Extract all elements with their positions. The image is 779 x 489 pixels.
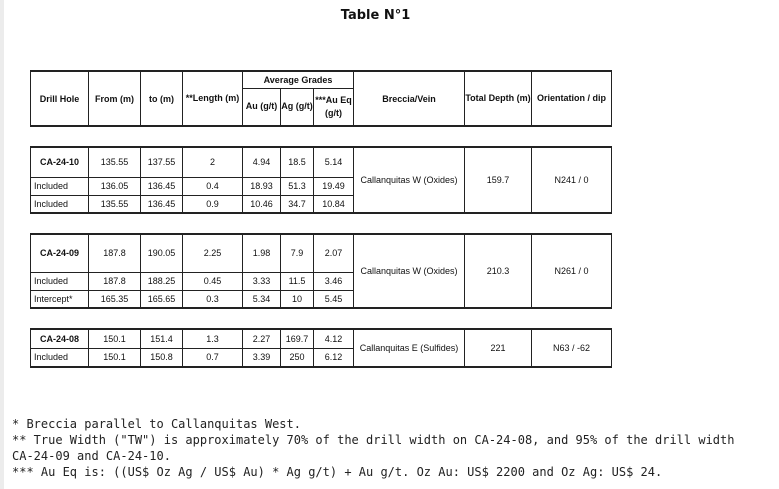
au-cell: 2.27 xyxy=(243,329,281,348)
drill-hole-cell: CA-24-09 xyxy=(31,234,89,272)
length-cell: 0.45 xyxy=(183,272,243,290)
header-from: From (m) xyxy=(89,71,141,126)
ag-cell: 169.7 xyxy=(281,329,314,348)
au-cell: 4.94 xyxy=(243,147,281,177)
au-cell: 18.93 xyxy=(243,177,281,195)
length-cell: 2 xyxy=(183,147,243,177)
from-cell: 135.55 xyxy=(89,147,141,177)
orientation-cell: N241 / 0 xyxy=(532,147,612,213)
au-cell: 3.33 xyxy=(243,272,281,290)
au-cell: 1.98 xyxy=(243,234,281,272)
ag-cell: 10 xyxy=(281,290,314,308)
au-eq-cell: 5.14 xyxy=(314,147,354,177)
to-cell: 136.45 xyxy=(141,195,183,213)
length-cell: 0.9 xyxy=(183,195,243,213)
ag-cell: 51.3 xyxy=(281,177,314,195)
au-cell: 3.39 xyxy=(243,348,281,367)
footnote-true-width: ** True Width ("TW") is approximately 70% of the drill width on CA-24-08, and 95% of the drill width CA-24-09 and CA-24-10. xyxy=(12,433,735,463)
length-cell: 1.3 xyxy=(183,329,243,348)
breccia-vein-cell: Callanquitas E (Sulfides) xyxy=(354,329,465,367)
au-eq-cell: 6.12 xyxy=(314,348,354,367)
ag-cell: 250 xyxy=(281,348,314,367)
au-eq-cell: 10.84 xyxy=(314,195,354,213)
from-cell: 150.1 xyxy=(89,329,141,348)
header-drill-hole: Drill Hole xyxy=(31,71,89,126)
length-cell: 2.25 xyxy=(183,234,243,272)
length-cell: 0.4 xyxy=(183,177,243,195)
ag-cell: 34.7 xyxy=(281,195,314,213)
au-eq-cell: 19.49 xyxy=(314,177,354,195)
drill-hole-cell: Intercept* xyxy=(31,290,89,308)
header-average-grades: Average Grades xyxy=(243,71,354,88)
drill-hole-cell: Included xyxy=(31,348,89,367)
drill-hole-cell: Included xyxy=(31,195,89,213)
to-cell: 190.05 xyxy=(141,234,183,272)
orientation-cell: N63 / -62 xyxy=(532,329,612,367)
to-cell: 137.55 xyxy=(141,147,183,177)
from-cell: 187.8 xyxy=(89,272,141,290)
ag-cell: 11.5 xyxy=(281,272,314,290)
table-title: Table N°1 xyxy=(340,8,411,23)
drill-hole-cell: CA-24-10 xyxy=(31,147,89,177)
from-cell: 136.05 xyxy=(89,177,141,195)
to-cell: 188.25 xyxy=(141,272,183,290)
length-cell: 0.3 xyxy=(183,290,243,308)
from-cell: 187.8 xyxy=(89,234,141,272)
au-eq-cell: 5.45 xyxy=(314,290,354,308)
breccia-vein-cell: Callanquitas W (Oxides) xyxy=(354,234,465,308)
header-to: to (m) xyxy=(141,71,183,126)
page-left-border xyxy=(0,0,4,489)
data-block-ca-24-10 xyxy=(30,146,612,214)
header-orientation: Orientation / dip xyxy=(532,71,612,126)
header-total-depth: Total Depth (m) xyxy=(465,71,532,126)
drill-hole-cell: Included xyxy=(31,177,89,195)
au-eq-cell: 4.12 xyxy=(314,329,354,348)
orientation-cell: N261 / 0 xyxy=(532,234,612,308)
from-cell: 165.35 xyxy=(89,290,141,308)
total-depth-cell: 210.3 xyxy=(465,234,532,308)
to-cell: 151.4 xyxy=(141,329,183,348)
breccia-vein-cell: Callanquitas W (Oxides) xyxy=(354,147,465,213)
footnote-au-eq: *** Au Eq is: ((US$ Oz Ag / US$ Au) * Ag g/t) + Au g/t. Oz Au: US$ 2200 and Oz Ag: US$ 24. xyxy=(12,465,663,479)
header-au-eq: ***Au Eq (g/t) xyxy=(314,88,354,126)
au-cell: 5.34 xyxy=(243,290,281,308)
au-eq-cell: 2.07 xyxy=(314,234,354,272)
drill-hole-cell: CA-24-08 xyxy=(31,329,89,348)
to-cell: 136.45 xyxy=(141,177,183,195)
from-cell: 150.1 xyxy=(89,348,141,367)
length-cell: 0.7 xyxy=(183,348,243,367)
to-cell: 165.65 xyxy=(141,290,183,308)
footnote-breccia: * Breccia parallel to Callanquitas West. xyxy=(12,417,301,431)
total-depth-cell: 159.7 xyxy=(465,147,532,213)
header-ag: Ag (g/t) xyxy=(281,88,314,126)
header-au: Au (g/t) xyxy=(243,88,281,126)
header-length: **Length (m) xyxy=(183,71,243,126)
ag-cell: 7.9 xyxy=(281,234,314,272)
to-cell: 150.8 xyxy=(141,348,183,367)
ag-cell: 18.5 xyxy=(281,147,314,177)
header-table xyxy=(30,70,612,127)
from-cell: 135.55 xyxy=(89,195,141,213)
au-eq-cell: 3.46 xyxy=(314,272,354,290)
header-breccia-vein: Breccia/Vein xyxy=(354,71,465,126)
total-depth-cell: 221 xyxy=(465,329,532,367)
data-block-ca-24-09 xyxy=(30,233,612,309)
footnotes xyxy=(12,416,752,480)
au-cell: 10.46 xyxy=(243,195,281,213)
drill-hole-cell: Included xyxy=(31,272,89,290)
data-block-ca-24-08 xyxy=(30,328,612,368)
